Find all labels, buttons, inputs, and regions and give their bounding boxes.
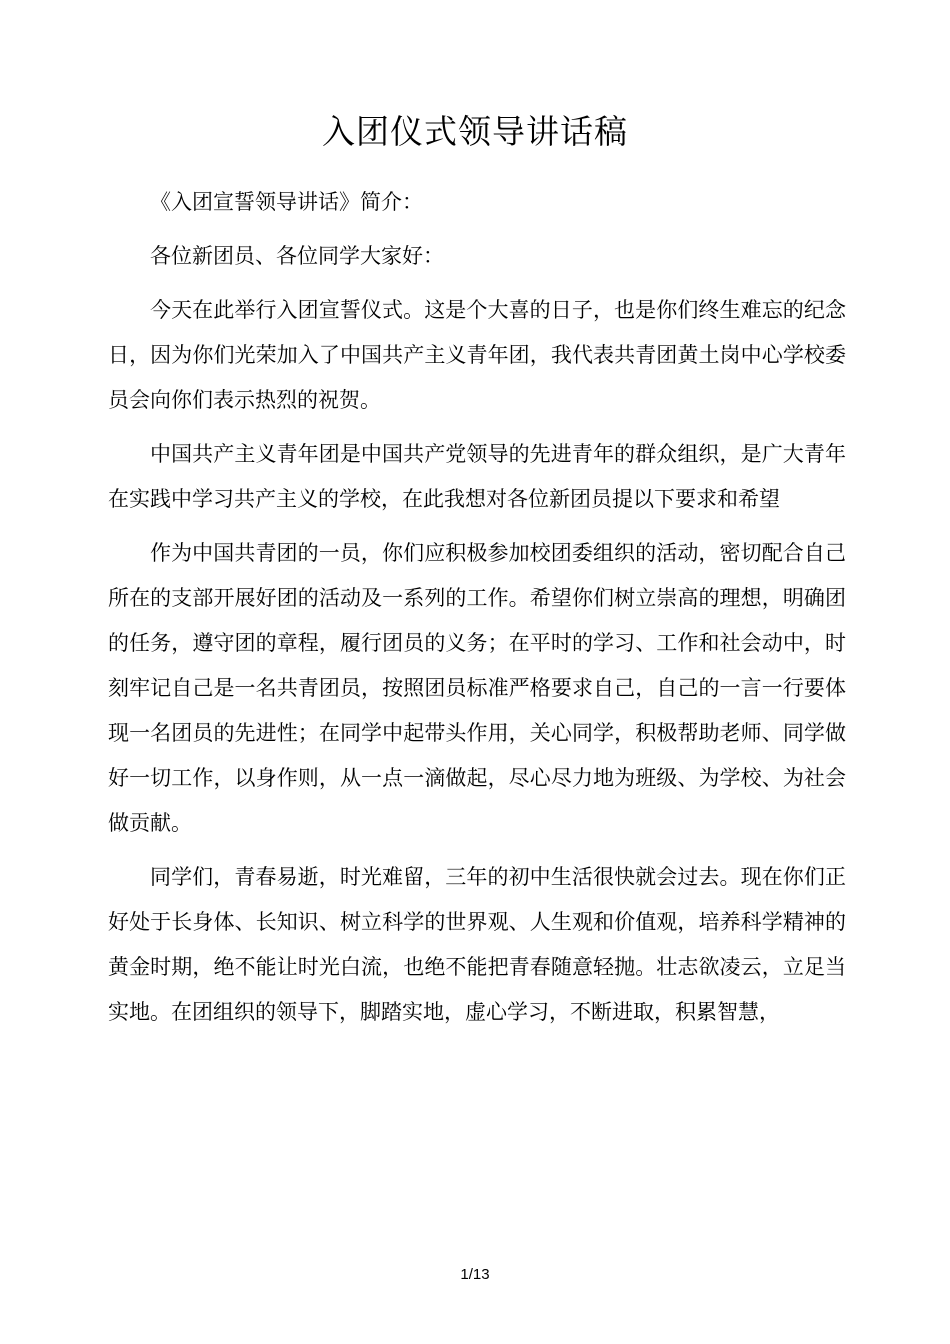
paragraph: 同学们，青春易逝，时光难留，三年的初中生活很快就会过去。现在你们正好处于长身体、长知识、树立科学的世界观、人生观和价值观，培养科学精神的黄金时期，绝不能让时光白流，也绝不能把青春随意轻抛。壮志欲凌云，立足当实地。在团组织的领导下，脚踏实地，虚心学习，不断进取，积累智慧， <box>108 865 846 1024</box>
page-title: 入团仪式领导讲话稿 <box>322 112 628 151</box>
paragraph: 中国共产主义青年团是中国共产党领导的先进青年的群众组织，是广大青年在实践中学习共产主义的学校，在此我想对各位新团员提以下要求和希望 <box>108 442 846 511</box>
document-body <box>108 180 846 1044</box>
page-number: 1/13 <box>460 1266 490 1283</box>
paragraph: 作为中国共青团的一员，你们应积极参加校团委组织的活动，密切配合自己所在的支部开展好团的活动及一系列的工作。希望你们树立崇高的理想，明确团的任务，遵守团的章程，履行团员的义务；在平时的学习、工作和社会动中，时刻牢记自己是一名共青团员，按照团员标准严格要求自己，自己的一言一行要体现一名团员的先进性；在同学中起带头作用，关心同学，积极帮助老师、同学做好一切工作，以身作则，从一点一滴做起，尽心尽力地为班级、为学校、为社会做贡献。 <box>108 541 846 835</box>
paragraph-greeting: 各位新团员、各位同学大家好： <box>150 244 444 268</box>
paragraph-intro: 《入团宣誓领导讲话》简介： <box>150 190 423 214</box>
paragraph: 今天在此举行入团宣誓仪式。这是个大喜的日子，也是你们终生难忘的纪念日，因为你们光荣加入了中国共产主义青年团，我代表共青团黄土岗中心学校委员会向你们表示热烈的祝贺。 <box>108 298 846 412</box>
